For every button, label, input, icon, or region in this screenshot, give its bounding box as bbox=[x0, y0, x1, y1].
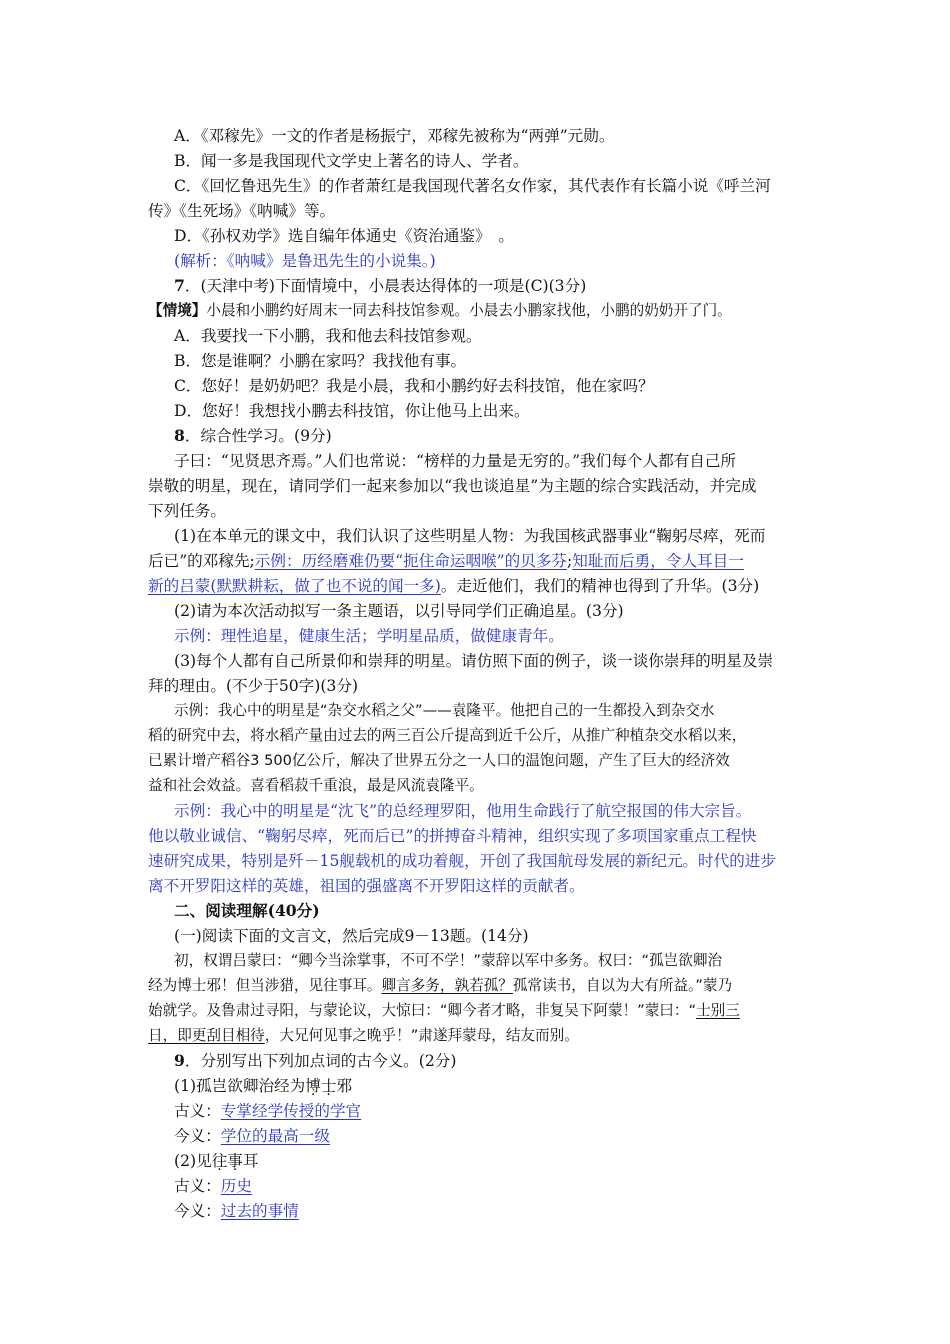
classical-text-line4-underlined: 日，即更刮目相待 bbox=[148, 1027, 265, 1044]
q9-ancient-answer-1: 专掌经学传授的学官 bbox=[220, 1102, 362, 1120]
q8-answer-line3: 速研究成果，特别是歼－15舰载机的成功着舰，开创了我国航母发展的新纪元。时代的进步 bbox=[148, 852, 776, 870]
q8-part1-line3 bbox=[148, 574, 759, 598]
section2-title: 二、阅读理解(40分) bbox=[174, 901, 320, 920]
q8-answer-line1: 示例：我心中的明星是“沈飞”的总经理罗阳，他用生命践行了航空报国的伟大宗旨。 bbox=[174, 802, 752, 820]
q8-part1-text: 后已”的邓稼先; bbox=[148, 552, 255, 570]
q8-part2: (2)请为本次活动拟写一条主题语，以引导同学们正确追星。(3分) bbox=[174, 602, 624, 620]
q6-option-a: A．《邓稼先》一文的作者是杨振宁，邓稼先被称为“两弹”元勋。 bbox=[174, 127, 615, 145]
q8-part3-line1: (3)每个人都有自己所景仰和崇拜的明星。请仿照下面的例子，谈一谈你崇拜的明星及崇 bbox=[174, 652, 774, 670]
q7-option-b: B．您是谁啊？小鹏在家吗？我找他有事。 bbox=[174, 352, 467, 370]
q9-modern-label-1: 今义： bbox=[174, 1127, 221, 1145]
q6-option-b: B．闻一多是我国现代文学史上著名的诗人、学者。 bbox=[174, 152, 529, 170]
q6-option-d: D．《孙权劝学》选自编年体通史《资治通鉴》 。 bbox=[174, 227, 514, 245]
q8-part1-line2 bbox=[148, 549, 744, 573]
q8-part1-line1: (1)在本单元的课文中，我们认识了这些明星人物：为我国核武器事业“鞠躬尽瘁，死而 bbox=[174, 527, 766, 545]
classical-text-line1: 初，权谓吕蒙曰：“卿今当涂掌事，不可不学！”蒙辞以军中多务。权曰：“孤岂欲卿治 bbox=[174, 952, 723, 969]
q9-number: 9 bbox=[174, 1051, 185, 1070]
q7-situation-text: 小晨和小鹏约好周末一同去科技馆参观。小晨去小鹏家找他，小鹏的奶奶开了门。 bbox=[206, 302, 732, 319]
q9-modern-answer-1: 学位的最高一级 bbox=[220, 1127, 330, 1145]
q8-answer-line2: 他以敬业诚信、“鞠躬尽瘁，死而后已”的拼搏奋斗精神，组织实现了多项国家重点工程快 bbox=[148, 827, 757, 845]
q7-option-d: D．您好！我想找小鹏去科技馆，你让他马上出来。 bbox=[174, 402, 530, 420]
q6-analysis: (解析：《呐喊》是鲁迅先生的小说集。) bbox=[174, 252, 436, 270]
q9-ancient-meaning-1 bbox=[174, 1099, 361, 1123]
q9-dotted-char-shi: 士 bbox=[320, 1077, 337, 1095]
q9-sentence1-post: 邪 bbox=[336, 1077, 353, 1095]
q7-stem-text: ．(天津中考)下面情境中，小晨表达得体的一项是(C)(3分) bbox=[184, 277, 587, 295]
q8-intro-line3: 下列任务。 bbox=[148, 502, 226, 520]
q9-modern-meaning-2 bbox=[174, 1199, 299, 1223]
classical-text-line2-b: 孤常读书，自以为大有所益。”蒙乃 bbox=[512, 977, 733, 994]
section2-subtitle: (一)阅读下面的文言文，然后完成9－13题。(14分) bbox=[174, 927, 529, 945]
q9-stem-text: ．分别写出下列加点词的古今义。(2分) bbox=[184, 1052, 457, 1070]
classical-text-line3-a: 始就学。及鲁肃过寻阳，与蒙论议，大惊曰：“卿今者才略，非复吴下阿蒙！”蒙曰：“ bbox=[148, 1002, 697, 1019]
q9-sentence2-pre: (2)见 bbox=[174, 1152, 212, 1170]
q9-sentence1 bbox=[174, 1074, 352, 1098]
q9-modern-label-2: 今义： bbox=[174, 1202, 221, 1220]
q7-stem bbox=[174, 274, 586, 298]
q9-ancient-label-2: 古义： bbox=[174, 1177, 221, 1195]
classical-text-line3-underlined: 士别三 bbox=[696, 1002, 740, 1019]
classical-text-line2-a: 经为博士邪！但当涉猎，见往事耳。 bbox=[148, 977, 382, 994]
q9-dotted-char-wang: 往 bbox=[211, 1152, 228, 1170]
q9-modern-meaning-1 bbox=[174, 1124, 330, 1148]
q9-dotted-char-bo: 博 bbox=[305, 1077, 321, 1095]
q8-part3-line2: 拜的理由。(不少于50字)(3分) bbox=[148, 677, 359, 695]
q8-example-line3: 已累计增产稻谷3 500亿公斤，解决了世界五分之一人口的温饱问题，产生了巨大的经济效 bbox=[148, 752, 730, 769]
q8-example-line4: 益和社会效益。喜看稻菽千重浪，最是风流袁隆平。 bbox=[148, 777, 484, 794]
classical-text-line4 bbox=[148, 1024, 579, 1048]
classical-text-line2-underlined: 卿言多务，孰若孤？ bbox=[381, 977, 513, 994]
q7-option-a: A．我要找一下小鹏，我和他去科技馆参观。 bbox=[174, 327, 482, 345]
q7-situation bbox=[148, 299, 732, 323]
q6-option-c-line1: C．《回忆鲁迅先生》的作者萧红是我国现代著名女作家，其代表作有长篇小说《呼兰河 bbox=[174, 177, 771, 195]
q9-ancient-meaning-2 bbox=[174, 1174, 252, 1198]
q9-modern-answer-2: 过去的事情 bbox=[220, 1202, 299, 1220]
q8-intro-line2: 崇敬的明星，现在，请同学们一起来参加以“我也谈追星”为主题的综合实践活动，并完成 bbox=[148, 477, 757, 495]
q9-sentence2-post: 耳 bbox=[242, 1152, 259, 1170]
q8-part1-separator: ; bbox=[567, 552, 573, 570]
classical-text-line3 bbox=[148, 999, 740, 1023]
q7-number: 7 bbox=[174, 276, 185, 295]
q9-dotted-char-shi2: 事 bbox=[227, 1152, 243, 1170]
q8-stem bbox=[174, 424, 332, 448]
q8-example-line1: 示例：我心中的明星是“杂交水稻之父”——袁隆平。他把自己的一生都投入到杂交水 bbox=[174, 702, 715, 719]
q9-ancient-answer-2: 历史 bbox=[220, 1177, 252, 1195]
q8-example-line2: 稻的研究中去，将水稻产量由过去的两三百公斤提高到近千公斤，从推广种植杂交水稻以来， bbox=[148, 727, 747, 744]
q8-stem-text: ．综合性学习。(9分) bbox=[184, 427, 332, 445]
q8-part1-answer-a: 示例：历经磨难仍要“扼住命运咽喉”的贝多芬 bbox=[254, 552, 568, 570]
q9-stem bbox=[174, 1049, 456, 1073]
q9-ancient-label-1: 古义： bbox=[174, 1102, 221, 1120]
q7-option-c: C．您好！是奶奶吧？我是小晨，我和小鹏约好去科技馆，他在家吗？ bbox=[174, 377, 654, 395]
q8-part1-ending: 。走近他们，我们的精神也得到了升华。(3分) bbox=[440, 577, 760, 595]
q7-situation-label: 【情境】 bbox=[148, 302, 207, 319]
q8-part1-answer-b: 知耻而后勇，令人耳目一 bbox=[572, 552, 744, 570]
q8-answer-line4: 离不开罗阳这样的英雄，祖国的强盛离不开罗阳这样的贡献者。 bbox=[148, 877, 585, 895]
q9-sentence2 bbox=[174, 1149, 259, 1173]
classical-text-line4-b: ，大兄何见事之晚乎！”肃遂拜蒙母，结友而别。 bbox=[264, 1027, 579, 1044]
q9-sentence1-pre: (1)孤岂欲卿治经为 bbox=[174, 1077, 306, 1095]
q8-part2-answer: 示例：理性追星，健康生活；学明星品质，做健康青年。 bbox=[174, 627, 564, 645]
q8-part1-answer-c: 新的吕蒙(默默耕耘，做了也不说的闻一多) bbox=[148, 577, 441, 595]
q8-intro-line1: 子曰：“见贤思齐焉。”人们也常说：“榜样的力量是无穷的。”我们每个人都有自己所 bbox=[174, 452, 737, 470]
classical-text-line2 bbox=[148, 974, 732, 998]
q8-number: 8 bbox=[174, 426, 185, 445]
q6-option-c-line2: 传》《生死场》《呐喊》等。 bbox=[148, 202, 336, 220]
